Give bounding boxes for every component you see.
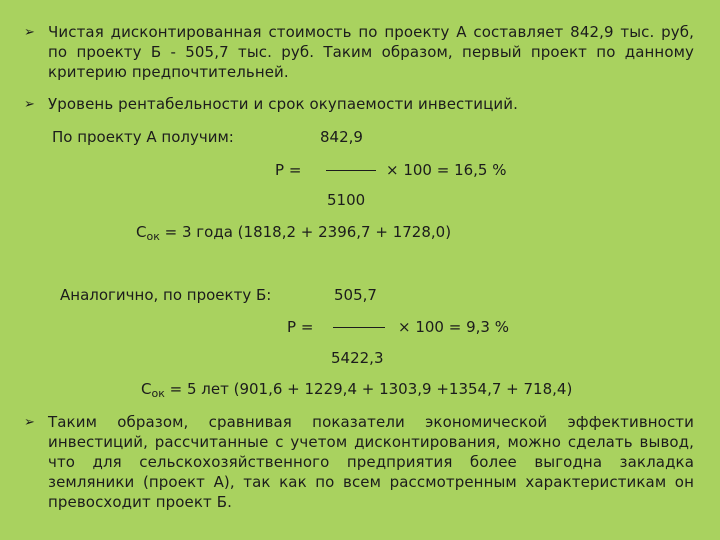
project-a-payback [136, 222, 451, 242]
payback-subscript: ок [146, 230, 160, 243]
payback-subscript: ок [151, 387, 165, 400]
project-b-denominator: 5422,3 [331, 349, 384, 367]
project-b-payback-expression: = 5 лет (901,6 + 1229,4 + 1303,9 +1354,7 + 718,4) [169, 380, 573, 398]
project-a-rhs: × 100 = 16,5 % [386, 161, 507, 179]
bullet-arrow-icon: ➢ [24, 415, 35, 430]
project-b-rhs: × 100 = 9,3 % [398, 318, 509, 336]
project-a-payback-expression: = 3 года (1818,2 + 2396,7 + 1728,0) [164, 223, 452, 241]
project-a-denominator: 5100 [327, 191, 366, 209]
project-b-intro: Аналогично, по проекту Б: [60, 286, 272, 304]
paragraph-profitability-heading: Уровень рентабельности и срок окупаемости инвестиций. [48, 95, 518, 113]
project-b-lhs: Р = [287, 318, 314, 336]
project-b-fraction-line [333, 327, 385, 328]
payback-symbol: С [141, 380, 152, 398]
project-a-fraction-line [326, 170, 376, 171]
project-a-lhs: Р = [275, 161, 302, 179]
project-b-payback [141, 379, 572, 399]
payback-symbol: С [136, 223, 147, 241]
paragraph-conclusion: Таким образом, сравнивая показатели экономической эффективности инвестиций, рассчитанные с учетом дисконтирования, можно сделать вывод, что для сельскохозяйственного предприятия более выгодна закладка земляники (проект А), так как по всем рассмотренным характеристикам он превосходит проект Б. [48, 413, 694, 511]
bullet-arrow-icon: ➢ [24, 97, 35, 112]
project-a-numerator: 842,9 [320, 128, 363, 146]
bullet-arrow-icon: ➢ [24, 25, 35, 40]
paragraph-npv-comparison: Чистая дисконтированная стоимость по проекту А составляет 842,9 тыс. руб, по проекту Б - 505,7 тыс. руб. Таким образом, первый проект по данному критерию предпочтительней. [48, 23, 694, 81]
project-a-intro: По проекту А получим: [52, 128, 234, 146]
project-b-numerator: 505,7 [334, 286, 377, 304]
